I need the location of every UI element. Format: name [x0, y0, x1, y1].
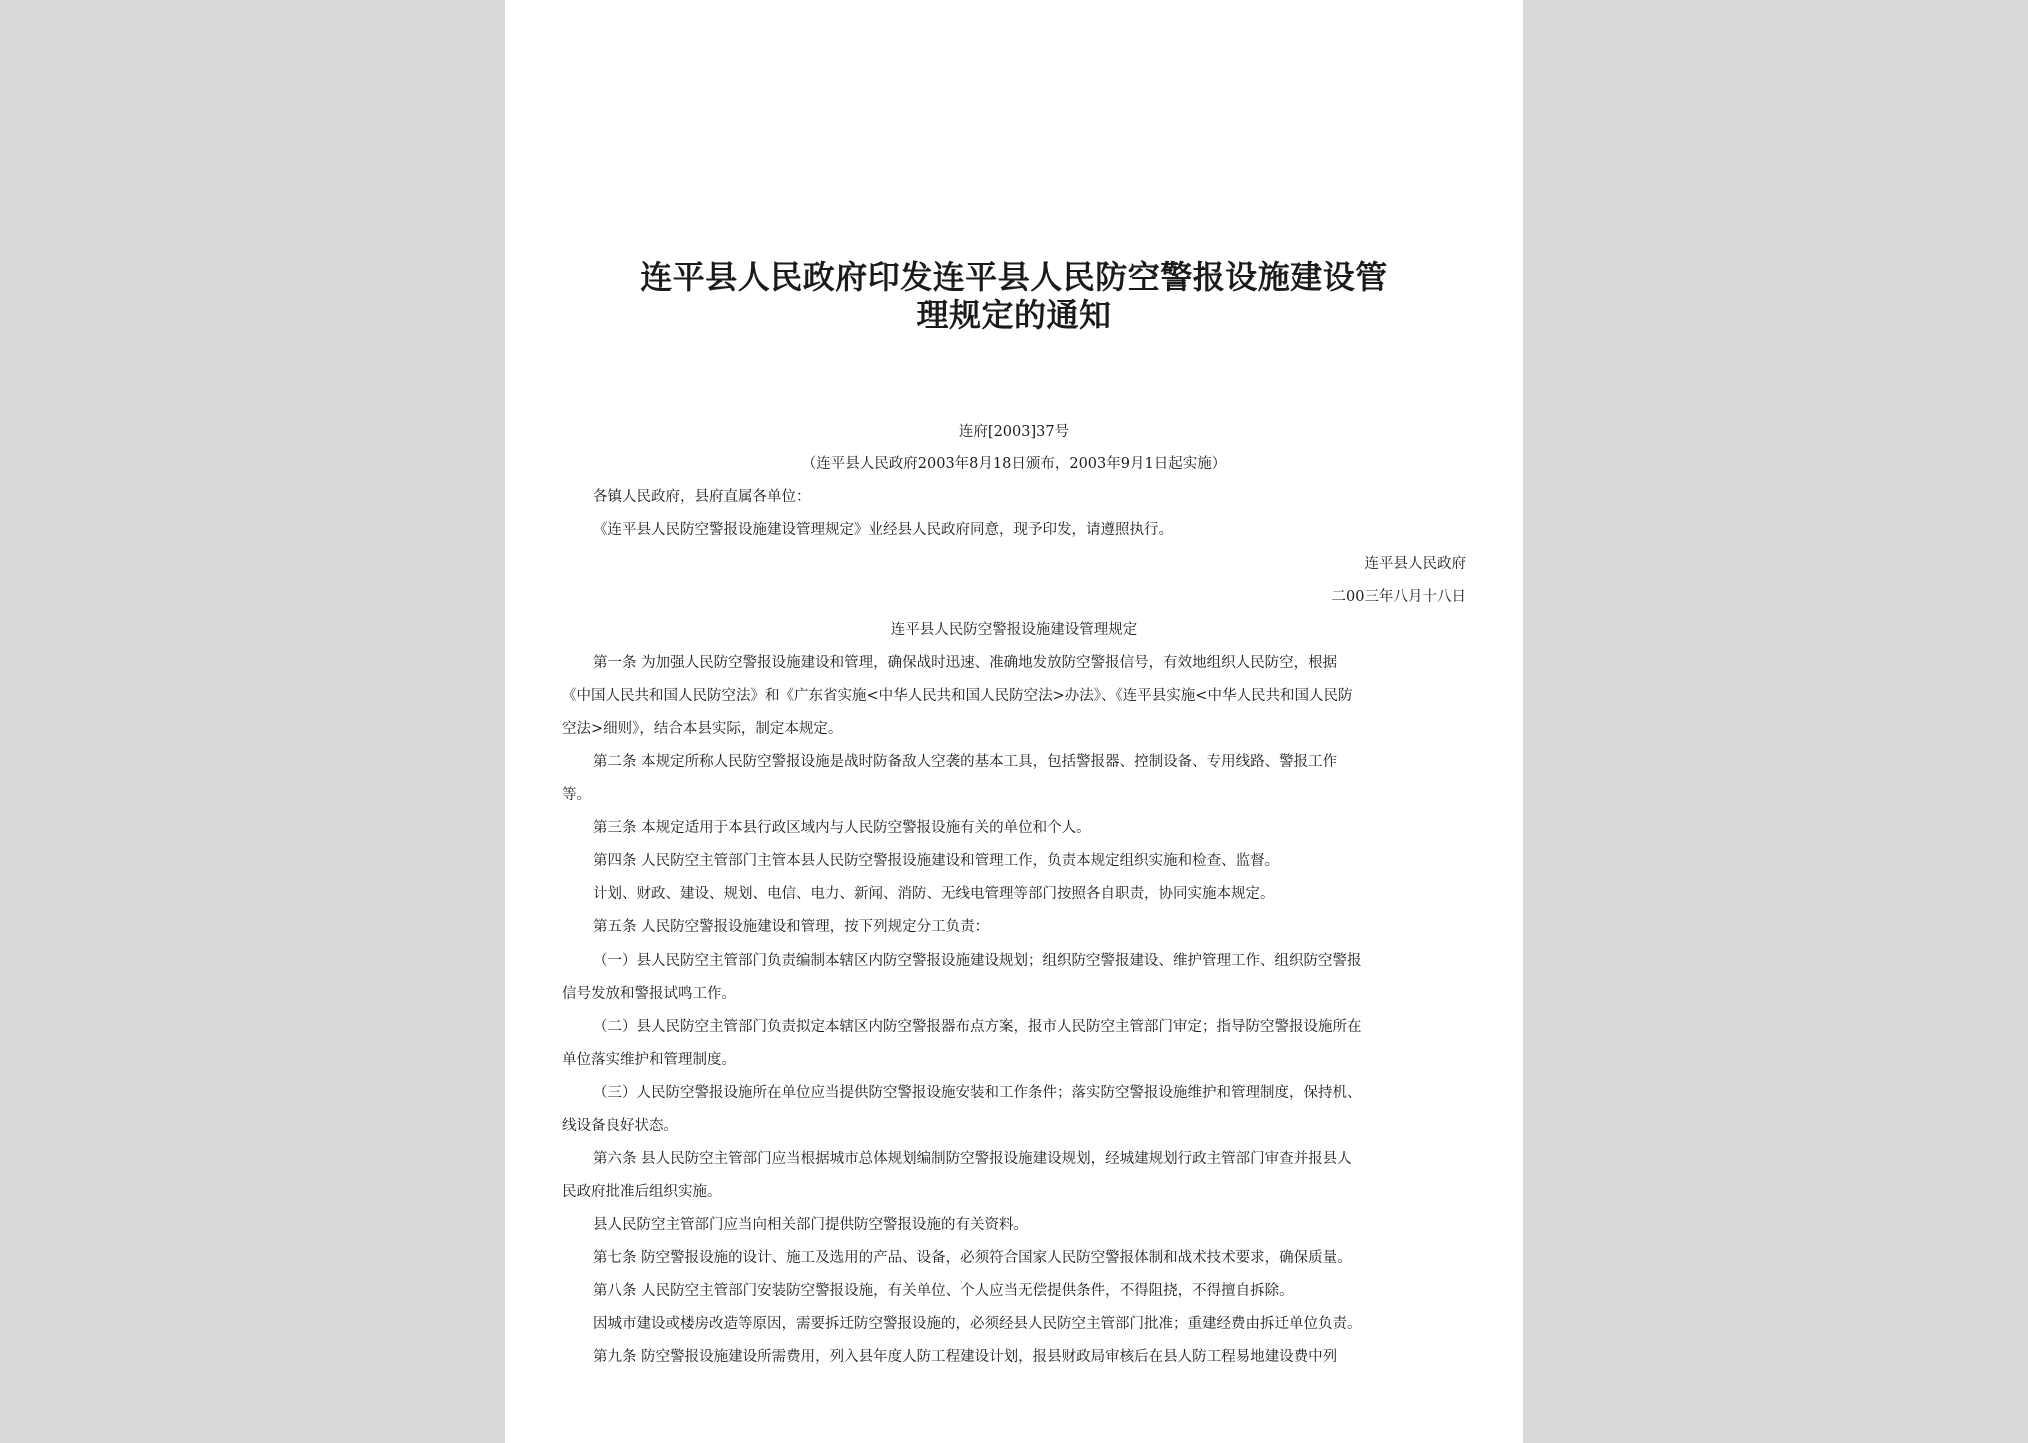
body-line: 空法>细则》，结合本县实际，制定本规定。: [562, 721, 843, 737]
body-line: 县人民防空主管部门应当向相关部门提供防空警报设施的有关资料。: [593, 1217, 1028, 1233]
body-line: 第八条 人民防空主管部门安装防空警报设施，有关单位、个人应当无偿提供条件，不得阻挠，不得擅自拆除。: [593, 1283, 1294, 1299]
body-line: 第四条 人民防空主管部门主管本县人民防空警报设施建设和管理工作，负责本规定组织实施和检查、监督。: [593, 853, 1280, 869]
body-line: 线设备良好状态。: [562, 1118, 678, 1134]
title-line-2: 理规定的通知: [916, 296, 1112, 334]
body-line: 计划、财政、建设、规划、电信、电力、新闻、消防、无线电管理等部门按照各自职责，协同实施本规定。: [593, 886, 1275, 902]
body-line: 第五条 人民防空警报设施建设和管理，按下列规定分工负责：: [593, 919, 990, 935]
doc-number: 连府[2003]37号: [958, 424, 1070, 440]
body-line: 第六条 县人民防空主管部门应当根据城市总体规划编制防空警报设施建设规划，经城建规划行政主管部门审查并报县人: [593, 1151, 1352, 1167]
body-line: 第二条 本规定所称人民防空警报设施是战时防备敌人空袭的基本工具，包括警报器、控制设备、专用线路、警报工作: [593, 754, 1338, 770]
issue-info: （连平县人民政府2003年8月18日颁布，2003年9月1日起实施）: [801, 456, 1227, 472]
body-line: 等。: [562, 787, 591, 803]
regulation-title: 连平县人民防空警报设施建设管理规定: [890, 622, 1138, 638]
body-line: 第七条 防空警报设施的设计、施工及选用的产品、设备，必须符合国家人民防空警报体制和战术技术要求，确保质量。: [593, 1250, 1352, 1266]
body-line: 民政府批准后组织实施。: [562, 1184, 722, 1200]
document-page: [505, 0, 1523, 1443]
body-line: 因城市建设或楼房改造等原因，需要拆迁防空警报设施的，必须经县人民防空主管部门批准；重建经费由拆迁单位负责。: [593, 1316, 1362, 1332]
body-line: 第三条 本规定适用于本县行政区域内与人民防空警报设施有关的单位和个人。: [593, 820, 1091, 836]
signature-org: 连平县人民政府: [1364, 556, 1466, 572]
document-title: [565, 258, 1463, 334]
body-line: 第九条 防空警报设施建设所需费用，列入县年度人防工程建设计划，报县财政局审核后在县人防工程易地建设费中列: [593, 1349, 1338, 1365]
body-line: 单位落实维护和管理制度。: [562, 1052, 736, 1068]
body-line: （一）县人民防空主管部门负责编制本辖区内防空警报设施建设规划；组织防空警报建设、维护管理工作、组织防空警报: [593, 953, 1362, 969]
body-line: （三）人民防空警报设施所在单位应当提供防空警报设施安装和工作条件；落实防空警报设施维护和管理制度，保持机、: [593, 1085, 1362, 1101]
body-line: 信号发放和警报试鸣工作。: [562, 986, 736, 1002]
addressee: 各镇人民政府，县府直属各单位：: [593, 489, 811, 505]
title-line-1: 连平县人民政府印发连平县人民防空警报设施建设管: [640, 258, 1388, 296]
notice-text: 《连平县人民防空警报设施建设管理规定》业经县人民政府同意，现予印发，请遵照执行。: [593, 522, 1173, 538]
body-line: 《中国人民共和国人民防空法》和《广东省实施<中华人民共和国人民防空法>办法》、《连平县实施<中华人民共和国人民防: [562, 688, 1353, 704]
body-line: （二）县人民防空主管部门负责拟定本辖区内防空警报器布点方案，报市人民防空主管部门审定；指导防空警报设施所在: [593, 1019, 1362, 1035]
signature-date: 二00三年八月十八日: [1331, 589, 1466, 605]
body-line: 第一条 为加强人民防空警报设施建设和管理，确保战时迅速、准确地发放防空警报信号，有效地组织人民防空，根据: [593, 655, 1338, 671]
